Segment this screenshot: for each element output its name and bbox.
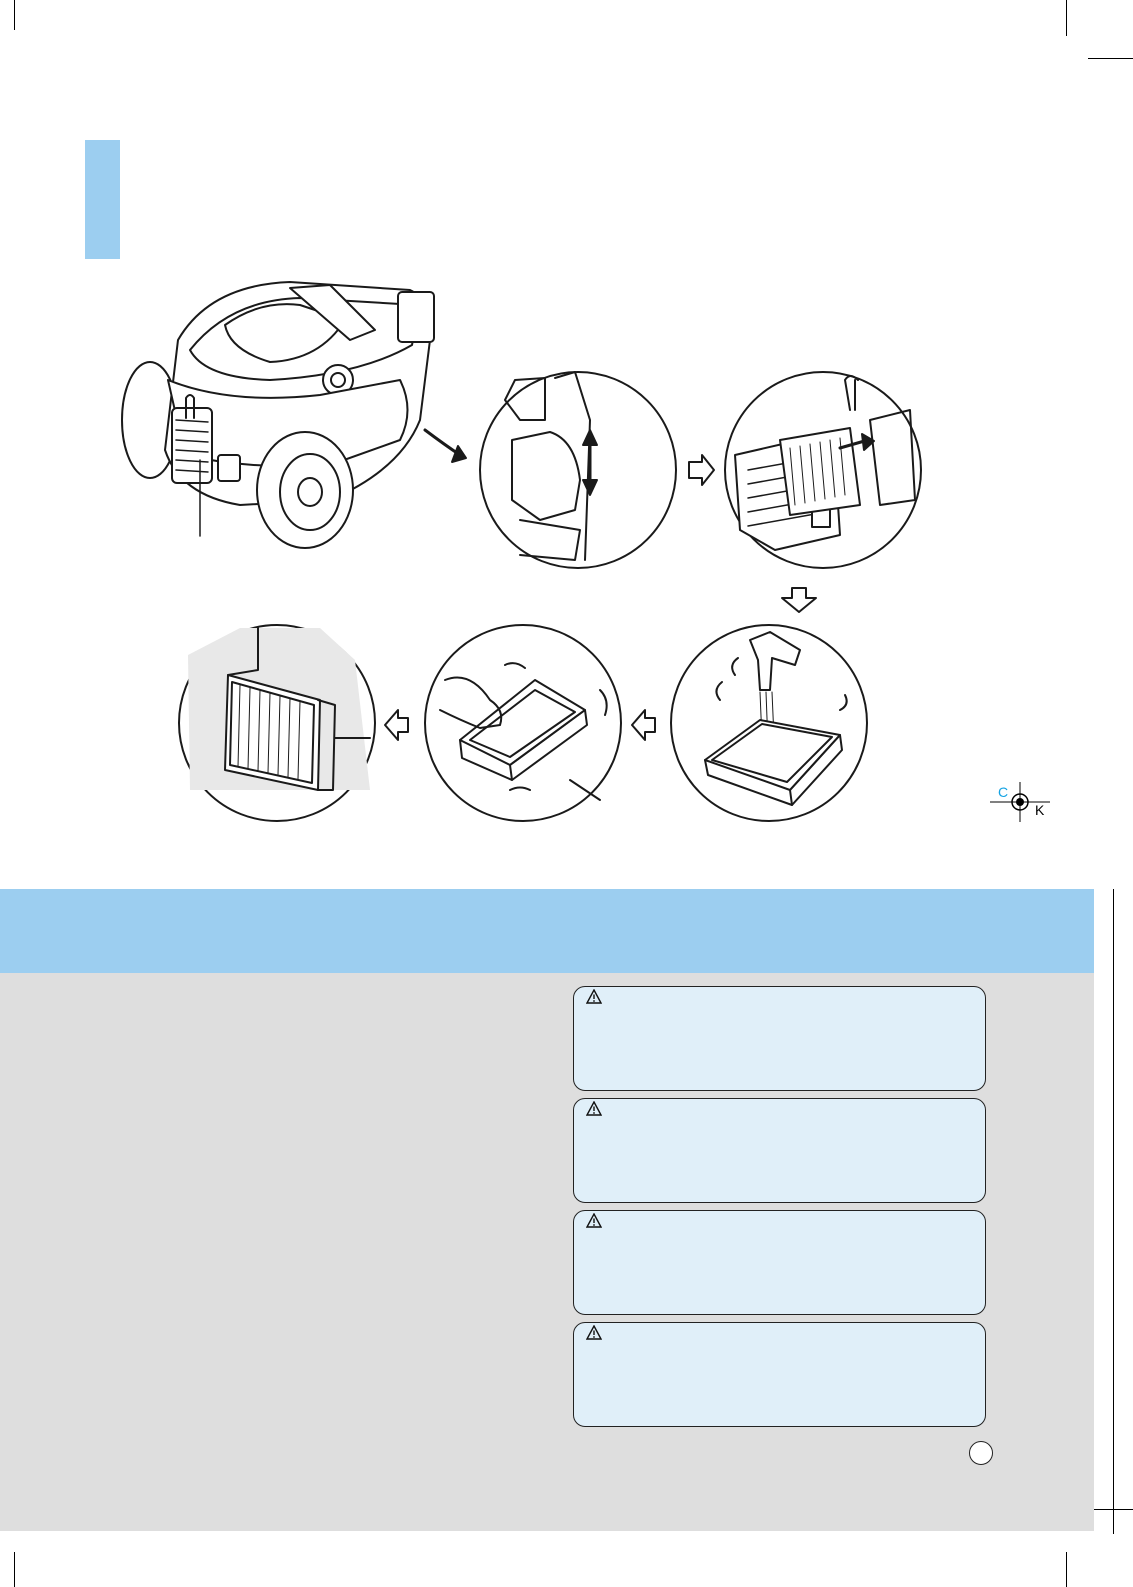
crosshair-icon (990, 782, 1060, 822)
crop-mark-bottom-right-horizontal (1088, 1509, 1133, 1510)
page-number-badge (969, 1441, 993, 1465)
grille-removal-illustration (725, 372, 921, 568)
warning-triangle-icon (586, 1101, 602, 1117)
crop-mark-bottom-left (14, 1552, 15, 1587)
caution-box-3 (573, 1210, 986, 1315)
filter-reinsert-illustration (179, 625, 375, 821)
tap-rinse-illustration (671, 625, 867, 821)
section-banner (0, 889, 1094, 973)
registration-label-c: C (998, 784, 1009, 800)
registration-label-k: K (1035, 802, 1045, 818)
warning-triangle-icon (586, 1325, 602, 1341)
filter-shake-illustration (425, 625, 621, 821)
caution-box-1 (573, 986, 986, 1091)
registration-mark (990, 782, 1060, 822)
warning-triangle-icon (586, 989, 602, 1005)
caution-box-2 (573, 1098, 986, 1203)
vacuum-cleaner-illustration (122, 282, 434, 548)
crop-mark-right-edge (1113, 889, 1114, 1534)
caution-box-4 (573, 1322, 986, 1427)
latch-detail-illustration (480, 372, 676, 568)
warning-triangle-icon (586, 1213, 602, 1229)
crop-mark-bottom-right-vertical (1066, 1552, 1067, 1587)
